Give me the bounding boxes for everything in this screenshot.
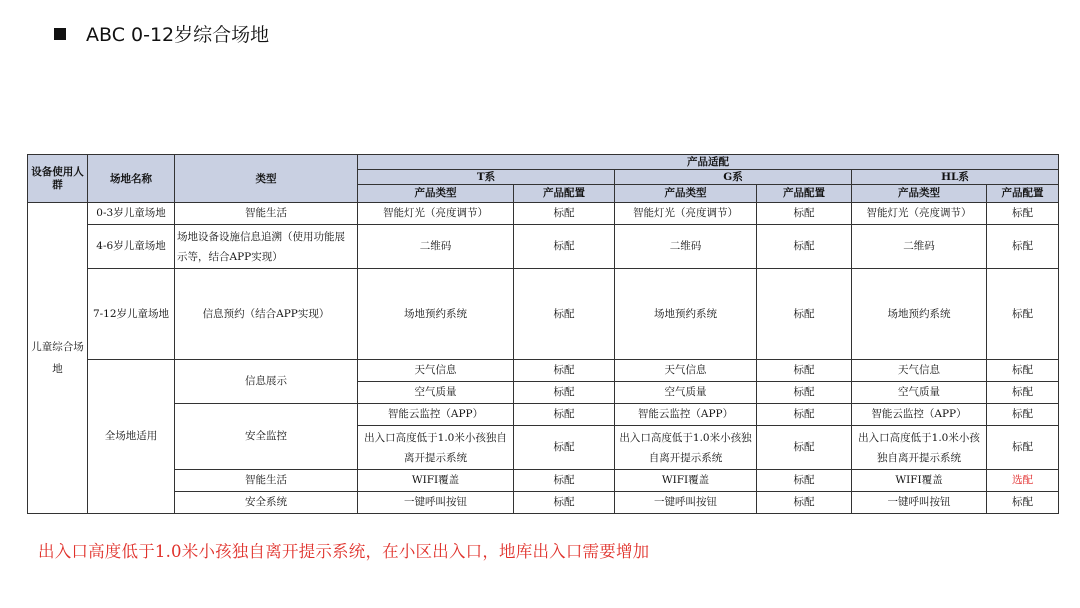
t-config-cell: 标配 bbox=[514, 426, 615, 470]
t-product-cell: 智能云监控（APP） bbox=[358, 404, 514, 426]
t-config-cell: 标配 bbox=[514, 269, 615, 360]
t-config-cell: 标配 bbox=[514, 360, 615, 382]
g-config-cell: 标配 bbox=[757, 404, 852, 426]
header-series-g: G系 bbox=[615, 170, 852, 185]
header-g-product-type: 产品类型 bbox=[615, 185, 757, 203]
t-config-cell: 标配 bbox=[514, 382, 615, 404]
g-config-cell: 标配 bbox=[757, 382, 852, 404]
g-product-cell: 天气信息 bbox=[615, 360, 757, 382]
table-row bbox=[28, 492, 1059, 514]
header-venue-name: 场地名称 bbox=[88, 155, 175, 203]
g-product-cell: 一键呼叫按钮 bbox=[615, 492, 757, 514]
hl-product-cell: 出入口高度低于1.0米小孩独自离开提示系统 bbox=[852, 426, 987, 470]
hl-config-cell: 标配 bbox=[987, 203, 1059, 225]
t-product-cell: WIFI覆盖 bbox=[358, 470, 514, 492]
g-product-cell: 空气质量 bbox=[615, 382, 757, 404]
header-product-adapt: 产品适配 bbox=[358, 155, 1059, 170]
type-cell: 信息展示 bbox=[175, 360, 358, 404]
header-hl-product-config: 产品配置 bbox=[987, 185, 1059, 203]
g-product-cell: 智能云监控（APP） bbox=[615, 404, 757, 426]
table-row bbox=[28, 470, 1059, 492]
header-t-product-type: 产品类型 bbox=[358, 185, 514, 203]
hl-config-cell: 标配 bbox=[987, 360, 1059, 382]
g-product-cell: 二维码 bbox=[615, 225, 757, 269]
g-config-cell: 标配 bbox=[757, 203, 852, 225]
hl-config-cell: 标配 bbox=[987, 225, 1059, 269]
t-config-cell: 标配 bbox=[514, 404, 615, 426]
type-cell: 智能生活 bbox=[175, 470, 358, 492]
t-product-cell: 一键呼叫按钮 bbox=[358, 492, 514, 514]
header-g-product-config: 产品配置 bbox=[757, 185, 852, 203]
table-row bbox=[28, 203, 1059, 225]
g-product-cell: 出入口高度低于1.0米小孩独自离开提示系统 bbox=[615, 426, 757, 470]
g-config-cell: 标配 bbox=[757, 426, 852, 470]
product-config-table bbox=[27, 154, 1059, 514]
g-config-cell: 标配 bbox=[757, 492, 852, 514]
header-hl-product-type: 产品类型 bbox=[852, 185, 987, 203]
hl-config-cell: 标配 bbox=[987, 492, 1059, 514]
type-cell: 信息预约（结合APP实现） bbox=[175, 269, 358, 360]
type-cell: 安全系统 bbox=[175, 492, 358, 514]
hl-product-cell: 天气信息 bbox=[852, 360, 987, 382]
hl-product-cell: 智能灯光（亮度调节） bbox=[852, 203, 987, 225]
type-cell: 安全监控 bbox=[175, 404, 358, 470]
g-config-cell: 标配 bbox=[757, 269, 852, 360]
header-crowd: 设备使用人群 bbox=[28, 155, 88, 203]
g-product-cell: WIFI覆盖 bbox=[615, 470, 757, 492]
hl-product-cell: 空气质量 bbox=[852, 382, 987, 404]
g-config-cell: 标配 bbox=[757, 225, 852, 269]
venue-cell: 7-12岁儿童场地 bbox=[88, 269, 175, 360]
type-cell: 场地设备设施信息追溯（使用功能展示等，结合APP实现） bbox=[175, 225, 358, 269]
t-config-cell: 标配 bbox=[514, 492, 615, 514]
hl-config-optional-cell: 选配 bbox=[987, 470, 1059, 492]
t-product-cell: 天气信息 bbox=[358, 360, 514, 382]
hl-product-cell: 一键呼叫按钮 bbox=[852, 492, 987, 514]
table-row bbox=[28, 225, 1059, 269]
hl-config-cell: 标配 bbox=[987, 382, 1059, 404]
hl-product-cell: WIFI覆盖 bbox=[852, 470, 987, 492]
hl-config-cell: 标配 bbox=[987, 404, 1059, 426]
g-config-cell: 标配 bbox=[757, 360, 852, 382]
venue-cell: 全场地适用 bbox=[88, 360, 175, 514]
type-cell: 智能生活 bbox=[175, 203, 358, 225]
footnote: 出入口高度低于1.0米小孩独自离开提示系统，在小区出入口，地库出入口需要增加 bbox=[38, 542, 650, 561]
header-t-product-config: 产品配置 bbox=[514, 185, 615, 203]
t-product-cell: 空气质量 bbox=[358, 382, 514, 404]
venue-cell: 0-3岁儿童场地 bbox=[88, 203, 175, 225]
venue-cell: 4-6岁儿童场地 bbox=[88, 225, 175, 269]
header-type: 类型 bbox=[175, 155, 358, 203]
table-row bbox=[28, 360, 1059, 382]
g-config-cell: 标配 bbox=[757, 470, 852, 492]
t-config-cell: 标配 bbox=[514, 203, 615, 225]
table-row bbox=[28, 269, 1059, 360]
hl-config-cell: 标配 bbox=[987, 426, 1059, 470]
hl-product-cell: 智能云监控（APP） bbox=[852, 404, 987, 426]
square-bullet-icon bbox=[54, 28, 66, 40]
header-series-hl: HL系 bbox=[852, 170, 1059, 185]
hl-product-cell: 二维码 bbox=[852, 225, 987, 269]
hl-config-cell: 标配 bbox=[987, 269, 1059, 360]
g-product-cell: 场地预约系统 bbox=[615, 269, 757, 360]
table-row bbox=[28, 404, 1059, 426]
t-product-cell: 二维码 bbox=[358, 225, 514, 269]
t-product-cell: 出入口高度低于1.0米小孩独自离开提示系统 bbox=[358, 426, 514, 470]
t-product-cell: 智能灯光（亮度调节） bbox=[358, 203, 514, 225]
page-title: ABC 0-12岁综合场地 bbox=[86, 24, 270, 46]
page-heading bbox=[54, 20, 269, 47]
header-series-t: T系 bbox=[358, 170, 615, 185]
hl-product-cell: 场地预约系统 bbox=[852, 269, 987, 360]
crowd-cell: 儿童综合场地 bbox=[28, 203, 88, 514]
g-product-cell: 智能灯光（亮度调节） bbox=[615, 203, 757, 225]
t-config-cell: 标配 bbox=[514, 225, 615, 269]
t-config-cell: 标配 bbox=[514, 470, 615, 492]
t-product-cell: 场地预约系统 bbox=[358, 269, 514, 360]
